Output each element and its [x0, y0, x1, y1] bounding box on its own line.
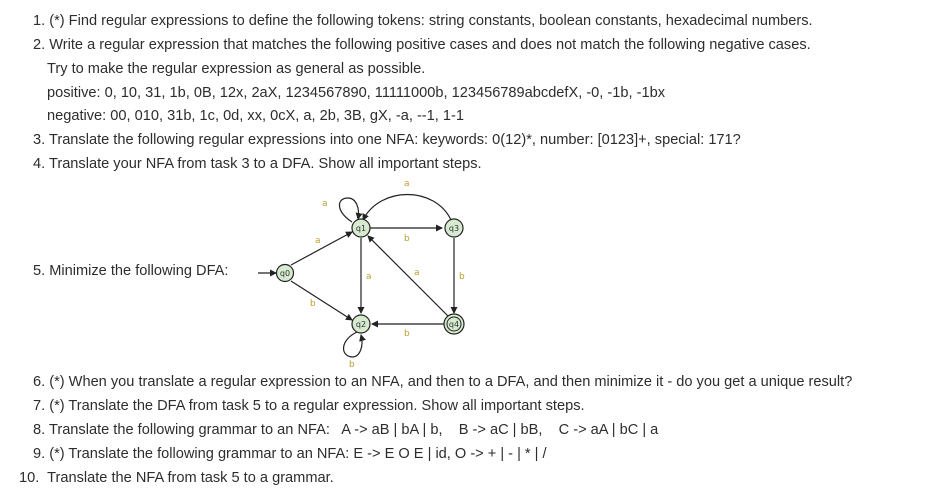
edge-q3-q1 — [363, 195, 451, 221]
label-q0-q2: b — [310, 299, 316, 309]
task-2-negative-cases: negative: 00, 010, 31b, 1c, 0d, xx, 0cX, a, 2b, 3B, gX, -a, --1, 1-1 — [47, 108, 464, 124]
task-10: 10. Translate the NFA from task 5 to a grammar. — [19, 470, 334, 486]
task-2: 2. Write a regular expression that matches the following positive cases and does not match the following negative cases. — [33, 37, 811, 53]
state-q4-accepting — [444, 314, 464, 334]
label-q1-q2: a — [366, 272, 372, 282]
state-q2 — [352, 315, 370, 333]
label-q2-loop: b — [349, 360, 355, 370]
task-3: 3. Translate the following regular expressions into one NFA: keywords: 0(12)*, number: [0123]+, special: 171? — [33, 132, 741, 148]
task-5: 5. Minimize the following DFA: — [33, 263, 229, 279]
label-q3-q4: b — [459, 272, 465, 282]
label-q3-q1: a — [404, 179, 410, 189]
task-9: 9. (*) Translate the following grammar to an NFA: E -> E O E | id, O -> + | - | * | / — [33, 446, 547, 462]
edge-q0-q2 — [291, 281, 352, 320]
task-8: 8. Translate the following grammar to an NFA: A -> aB | bA | b, B -> aC | bB, C -> aA | bC | a — [33, 422, 659, 438]
label-q4-q2: b — [404, 329, 410, 339]
label-q4-q1: a — [414, 268, 420, 278]
state-q3 — [445, 219, 463, 237]
task-4: 4. Translate your NFA from task 3 to a DFA. Show all important steps. — [33, 156, 482, 172]
svg-text:q4: q4 — [448, 320, 460, 329]
state-q0 — [277, 265, 294, 282]
task-6: 6. (*) When you translate a regular expression to an NFA, and then to a DFA, and then minimize it - do you get a unique result? — [33, 374, 853, 390]
label-q1-q3: b — [404, 234, 410, 244]
label-q0-q1: a — [315, 236, 321, 246]
svg-text:q0: q0 — [279, 269, 291, 278]
svg-text:q3: q3 — [448, 224, 460, 233]
task-1: 1. (*) Find regular expressions to define the following tokens: string constants, boolean constants, hexadecimal numbers. — [33, 13, 813, 29]
edge-q2-loop — [344, 332, 362, 357]
edge-q4-q1 — [368, 236, 448, 316]
task-2-note: Try to make the regular expression as general as possible. — [47, 61, 426, 77]
edge-q1-loop — [339, 198, 358, 222]
svg-text:q1: q1 — [355, 224, 367, 233]
edge-q0-q1 — [291, 232, 352, 265]
task-7: 7. (*) Translate the DFA from task 5 to a regular expression. Show all important steps. — [33, 398, 585, 414]
state-q1 — [352, 219, 370, 237]
task-2-positive-cases: positive: 0, 10, 31, 1b, 0B, 12x, 2aX, 1234567890, 11111000b, 123456789abcdefX, -0, -1b, -1bx — [47, 85, 665, 101]
label-q1-loop: a — [322, 199, 328, 209]
svg-text:q2: q2 — [355, 320, 367, 329]
